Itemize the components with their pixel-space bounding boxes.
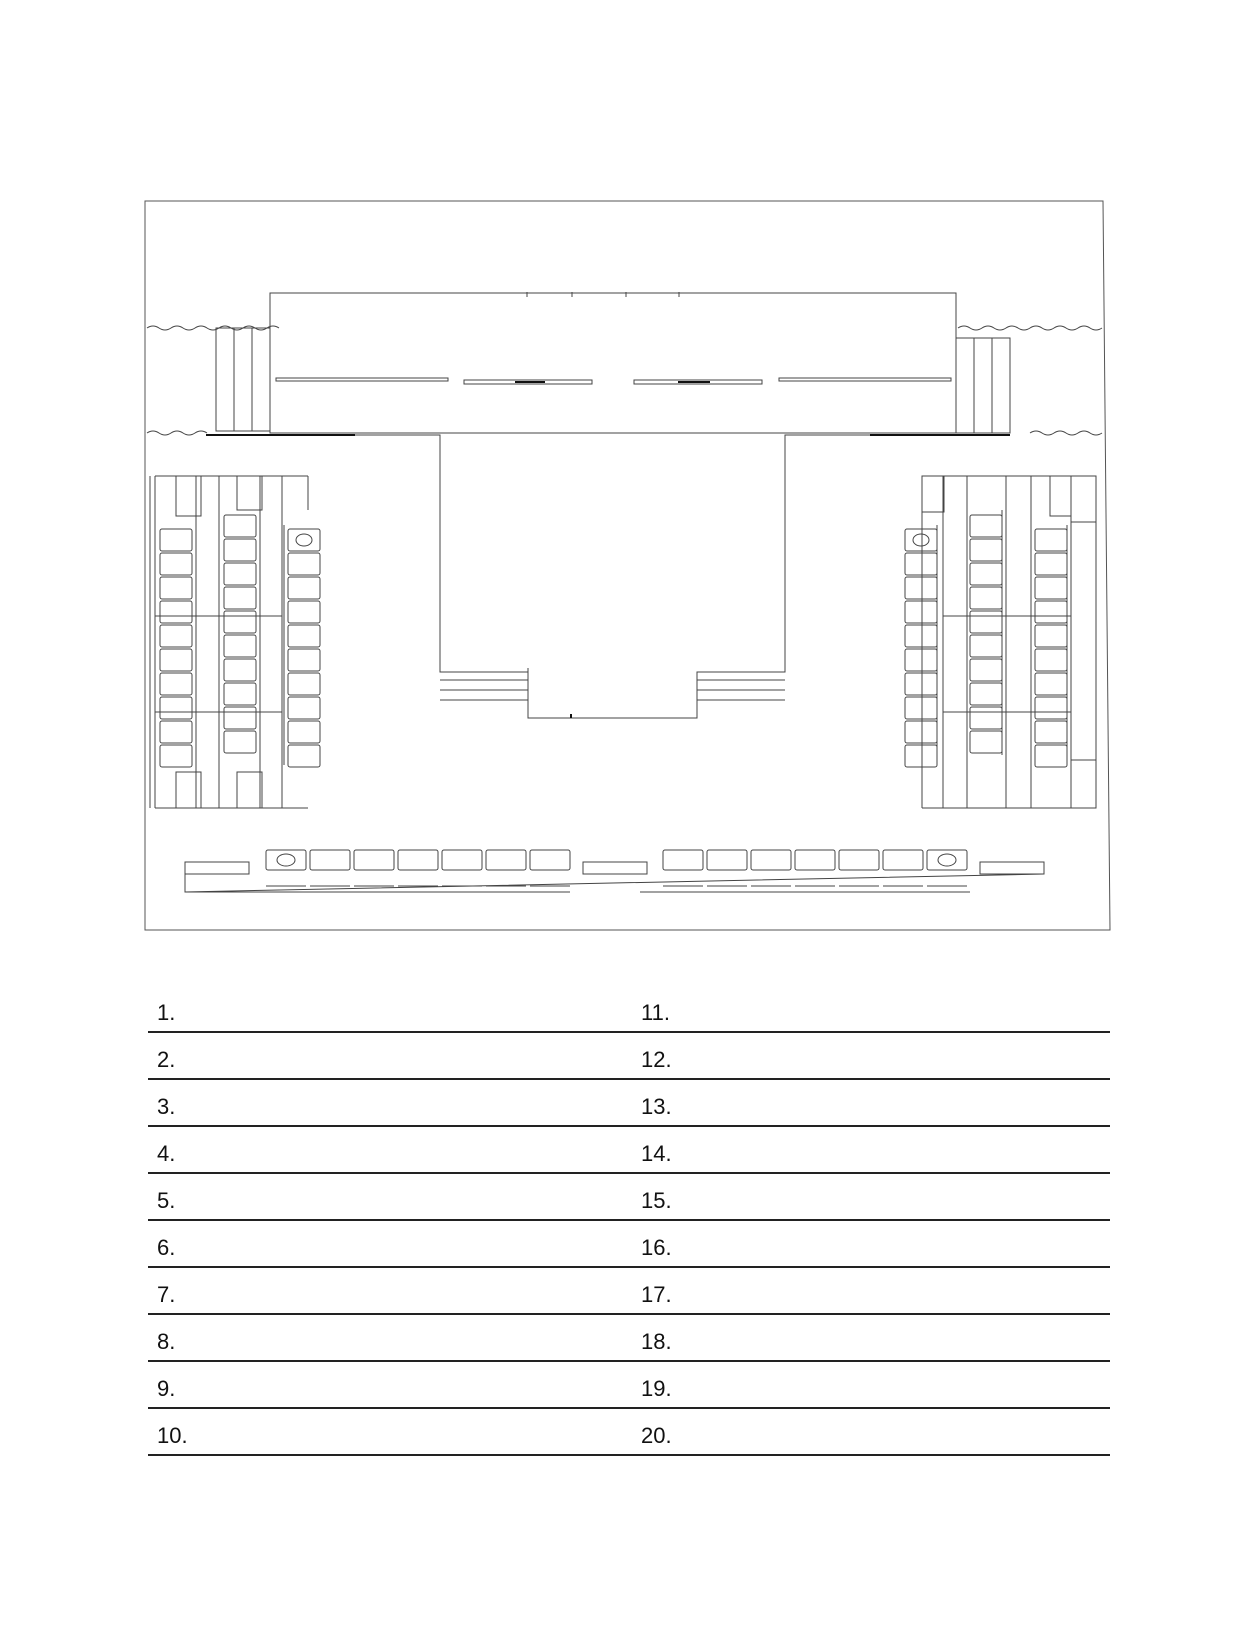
stage-right-steps (956, 338, 1010, 433)
right-col2-seat (970, 563, 1002, 585)
answer-number: 16. (641, 1235, 672, 1260)
left-col1-seat (160, 649, 192, 671)
answer-number: 3. (157, 1094, 176, 1119)
right-col1-seat (905, 553, 937, 575)
answer-blank-field[interactable] (681, 994, 1121, 1030)
answer-blank-field[interactable] (681, 1229, 1121, 1265)
left-col3-seat (288, 553, 320, 575)
right-col3-seat (1035, 721, 1067, 743)
right-col1-seat (905, 601, 937, 623)
right-col2-seat (970, 587, 1002, 609)
left-col2-seat (224, 635, 256, 657)
answer-number: 7. (157, 1282, 176, 1307)
wall-break-right-upper (958, 326, 1102, 330)
answer-number: 10. (157, 1423, 188, 1448)
answer-blank-field[interactable] (681, 1276, 1121, 1312)
left-col3-seat (288, 529, 320, 551)
left-col3-seat (288, 601, 320, 623)
left-col3-seat (288, 577, 320, 599)
right-col2-seat (970, 611, 1002, 633)
answer-blank-field[interactable] (197, 1417, 619, 1453)
answer-blank-field[interactable] (681, 1323, 1121, 1359)
answer-number: 20. (641, 1423, 672, 1448)
front-row-seat (530, 850, 570, 870)
answer-blank-field[interactable] (681, 1182, 1121, 1218)
left-col3-seat (288, 697, 320, 719)
right-col1-seat (905, 673, 937, 695)
front-row-seat (751, 850, 791, 870)
left-col1-seat (160, 529, 192, 551)
answer-number: 1. (157, 1000, 176, 1025)
left-col2-seat (224, 707, 256, 729)
accessible-seat-icon (296, 534, 312, 546)
left-col2-seat (224, 539, 256, 561)
thrust-left-steps (440, 668, 528, 718)
right-col3-seat (1035, 649, 1067, 671)
front-row-seat (310, 850, 350, 870)
wall-break-left-lower (147, 431, 207, 435)
right-col3-seat (1035, 697, 1067, 719)
left-col1-seat (160, 601, 192, 623)
front-row-seat (795, 850, 835, 870)
right-col2-seat (970, 659, 1002, 681)
answer-blank-field[interactable] (197, 1135, 619, 1171)
answer-number: 17. (641, 1282, 672, 1307)
front-row-seat (354, 850, 394, 870)
accessible-seat-icon (277, 854, 295, 866)
left-col1-seat (160, 673, 192, 695)
answer-blank-field[interactable] (197, 1229, 619, 1265)
accessible-seat-icon (913, 534, 929, 546)
right-col1-seat (905, 745, 937, 767)
right-col3-seat (1035, 553, 1067, 575)
front-row-seat (707, 850, 747, 870)
answer-blank-field[interactable] (197, 1276, 619, 1312)
right-col1-seat (905, 721, 937, 743)
wall-break-right-lower (1030, 431, 1102, 435)
left-col2-seat (224, 587, 256, 609)
answer-number: 12. (641, 1047, 672, 1072)
right-col1-seat (905, 577, 937, 599)
right-col1-seat (905, 529, 937, 551)
accessible-seat-icon (938, 854, 956, 866)
right-col2-seat (970, 731, 1002, 753)
answer-number: 19. (641, 1376, 672, 1401)
left-col1-seat (160, 577, 192, 599)
right-col2-seat (970, 539, 1002, 561)
front-row-seat (442, 850, 482, 870)
answer-number: 5. (157, 1188, 176, 1213)
answer-number: 11. (641, 1000, 670, 1025)
left-col1-seat (160, 745, 192, 767)
answer-number: 9. (157, 1376, 176, 1401)
answer-number: 2. (157, 1047, 176, 1072)
front-seating-strip (185, 862, 1044, 892)
answer-blank-field[interactable] (681, 1370, 1121, 1406)
right-col1-seat (905, 697, 937, 719)
answer-blank-field[interactable] (681, 1088, 1121, 1124)
answer-number: 15. (641, 1188, 672, 1213)
stage-left-steps (216, 328, 270, 431)
answer-number: 4. (157, 1141, 176, 1166)
left-col2-seat (224, 659, 256, 681)
right-col3-seat (1035, 673, 1067, 695)
front-row-seat (839, 850, 879, 870)
answer-number: 8. (157, 1329, 176, 1354)
answer-blank-field[interactable] (197, 1370, 619, 1406)
left-col1-seat (160, 553, 192, 575)
left-col3-seat (288, 625, 320, 647)
answer-blank-field[interactable] (681, 1041, 1121, 1077)
right-col3-seat (1035, 601, 1067, 623)
front-row-seat (398, 850, 438, 870)
thrust-right-steps (697, 680, 785, 700)
front-row-seat (486, 850, 526, 870)
answer-blank-field[interactable] (197, 1088, 619, 1124)
right-col2-seat (970, 635, 1002, 657)
left-col3-seat (288, 721, 320, 743)
plan-frame (145, 201, 1110, 930)
right-col3-seat (1035, 577, 1067, 599)
answer-number: 6. (157, 1235, 176, 1260)
answer-blank-field[interactable] (681, 1135, 1121, 1171)
right-col3-seat (1035, 625, 1067, 647)
left-col3-seat (288, 745, 320, 767)
left-col2-seat (224, 515, 256, 537)
right-col1-seat (905, 625, 937, 647)
answer-number: 18. (641, 1329, 672, 1354)
stage-platform (270, 293, 956, 433)
left-col1-seat (160, 625, 192, 647)
answer-blank-field[interactable] (197, 1323, 619, 1359)
right-col3-seat (1035, 529, 1067, 551)
thrust-stage (355, 435, 870, 718)
right-col3-seat (1035, 745, 1067, 767)
stage-bar-left-outer (276, 378, 448, 381)
left-col3-seat (288, 673, 320, 695)
left-col1-seat (160, 697, 192, 719)
answer-blank-field[interactable] (681, 1417, 1121, 1453)
left-col1-seat (160, 721, 192, 743)
front-row-seat (927, 850, 967, 870)
stage-bar-right-outer (779, 378, 951, 381)
right-seating-block (922, 476, 1096, 808)
right-col1-seat (905, 649, 937, 671)
answer-number: 13. (641, 1094, 672, 1119)
front-row-seat (266, 850, 306, 870)
front-row-seat (883, 850, 923, 870)
answer-blank-field[interactable] (197, 1041, 619, 1077)
left-col2-seat (224, 683, 256, 705)
left-col2-seat (224, 611, 256, 633)
right-col2-seat (970, 515, 1002, 537)
answer-number: 14. (641, 1141, 672, 1166)
front-row-seat (663, 850, 703, 870)
left-col2-seat (224, 563, 256, 585)
answer-blank-field[interactable] (197, 1182, 619, 1218)
right-col2-seat (970, 707, 1002, 729)
answer-blank-field[interactable] (197, 994, 619, 1030)
right-col2-seat (970, 683, 1002, 705)
left-col3-seat (288, 649, 320, 671)
left-col2-seat (224, 731, 256, 753)
